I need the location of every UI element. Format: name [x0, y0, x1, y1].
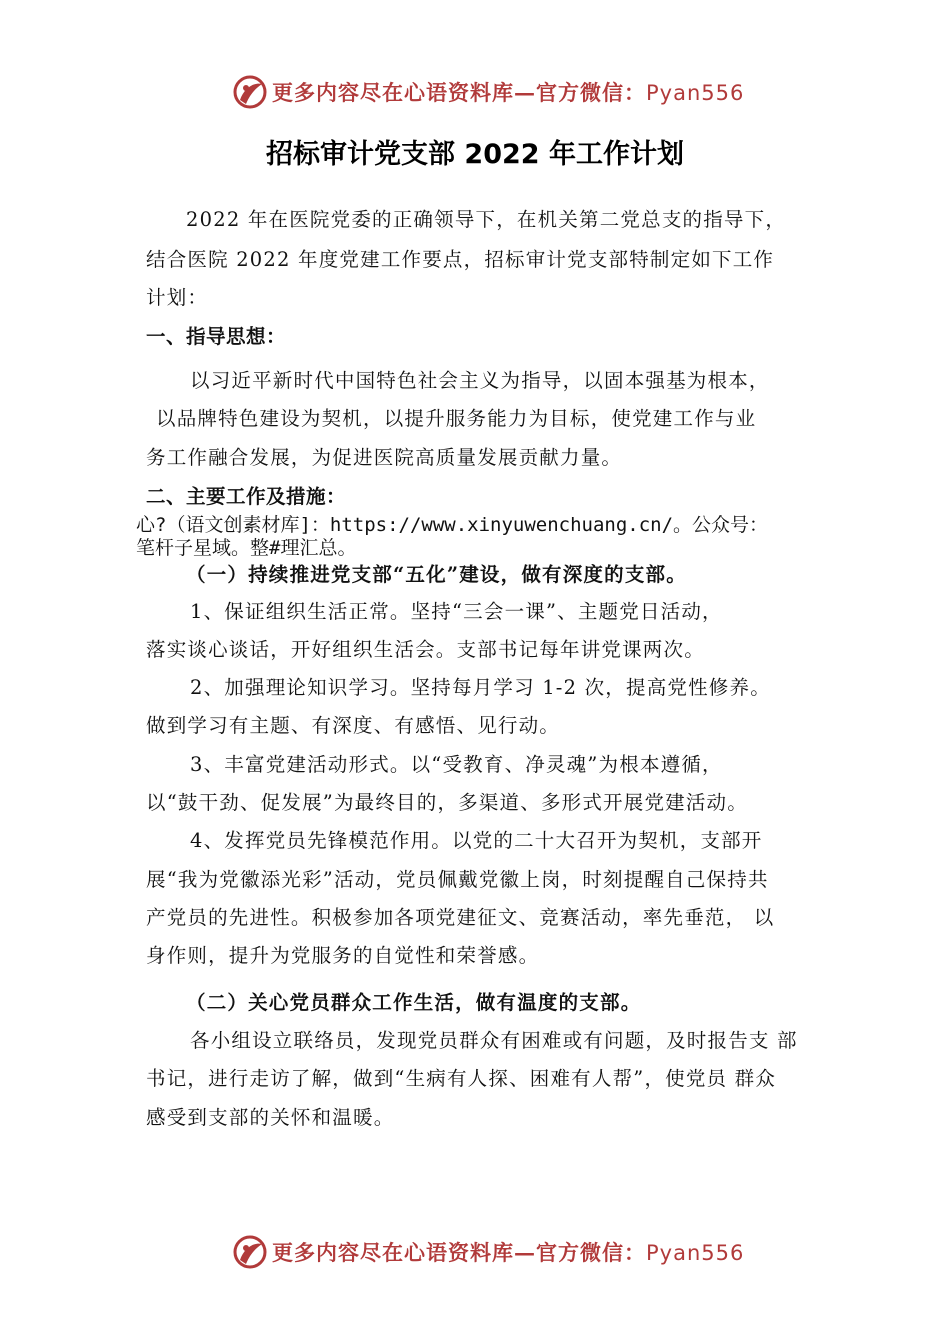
- paragraph-line: 以品牌特色建设为契机，以提升服务能力为目标，使党建工作与业: [156, 407, 757, 430]
- subsection-heading-2: （二）关心党员群众工作生活，做有温度的支部。: [186, 991, 642, 1014]
- paragraph-line: 1、保证组织生活正常。坚持“三会一课”、主题党日活动，: [190, 600, 723, 623]
- paragraph-line: 落实谈心谈话，开好组织生活会。支部书记每年讲党课两次。: [146, 638, 705, 661]
- paragraph-line: 展“我为党徽添光彩”活动，党员佩戴党徽上岗，时刻提醒自己保持共: [146, 868, 769, 891]
- paragraph-line: 感受到支部的关怀和温暖。: [146, 1106, 395, 1129]
- paragraph-line: 身作则，提升为党服务的自觉性和荣誉感。: [146, 944, 540, 967]
- paragraph-line: 计划：: [146, 286, 209, 309]
- paragraph-line: 产党员的先进性。积极参加各项党建征文、竞赛活动，率先垂范， 以: [146, 906, 775, 929]
- paragraph-line: 以习近平新时代中国特色社会主义为指导，以固本强基为根本，: [190, 369, 770, 392]
- inserted-text-line: 心?（语文创素材库]：https://www.xinyuwenchuang.cn/。公众号：: [136, 514, 769, 536]
- watermark-text: 更多内容尽在心语资料库—官方微信：Pyan556: [272, 1240, 745, 1265]
- section-heading-2: 二、主要工作及措施：: [146, 485, 347, 508]
- paragraph-line: 4、发挥党员先锋模范作用。以党的二十大召开为契机，支部开: [190, 829, 763, 852]
- watermark-text: 更多内容尽在心语资料库—官方微信：Pyan556: [272, 80, 745, 105]
- logo-icon: [232, 74, 268, 110]
- paragraph-line: 书记，进行走访了解，做到“生病有人探、困难有人帮”，使党员 群众: [146, 1067, 777, 1090]
- paragraph-line: 务工作融合发展，为促进医院高质量发展贡献力量。: [146, 446, 623, 469]
- page-title: 招标审计党支部 2022 年工作计划: [266, 139, 684, 170]
- paragraph-line: 2、加强理论知识学习。坚持每月学习 1-2 次，提高党性修养。: [190, 676, 771, 699]
- inserted-text-line: 笔杆子星域。整#理汇总。: [136, 537, 357, 559]
- subsection-heading-1: （一）持续推进党支部“五化”建设，做有深度的支部。: [186, 563, 687, 586]
- paragraph-line: 做到学习有主题、有深度、有感悟、见行动。: [146, 714, 561, 737]
- paragraph-line: 结合医院 2022 年度党建工作要点，招标审计党支部特制定如下工作: [146, 248, 775, 271]
- paragraph-line: 3、丰富党建活动形式。以“受教育、净灵魂”为根本遵循，: [190, 753, 723, 776]
- section-heading-1: 一、指导思想：: [146, 325, 287, 348]
- logo-icon: [232, 1234, 268, 1270]
- paragraph-line: 以“鼓干劲、促发展”为最终目的，多渠道、多形式开展党建活动。: [146, 791, 748, 814]
- watermark-top: [232, 72, 744, 112]
- paragraph-line: 各小组设立联络员，发现党员群众有困难或有问题，及时报告支 部: [190, 1029, 798, 1052]
- watermark-bottom: [232, 1232, 744, 1272]
- paragraph-line: 2022 年在医院党委的正确领导下，在机关第二党总支的指导下，: [186, 208, 787, 231]
